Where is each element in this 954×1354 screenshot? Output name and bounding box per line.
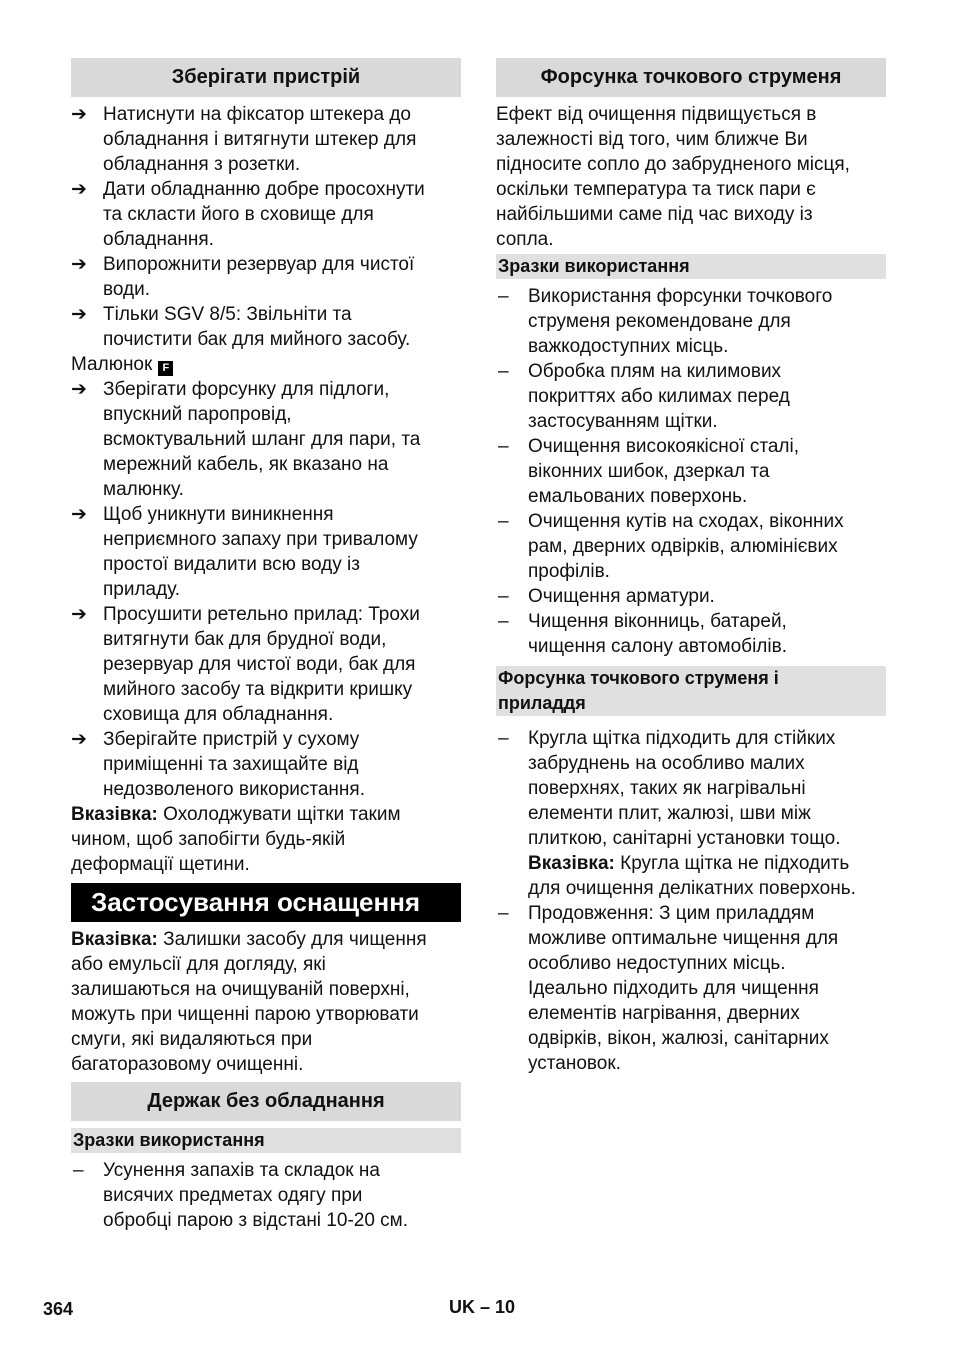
text-line: приміщенні та захищайте від <box>103 754 359 775</box>
list-item <box>71 502 461 602</box>
right-column <box>496 58 886 1076</box>
note-round-brush <box>528 851 886 901</box>
language-page-marker: UK – 10 <box>449 1297 516 1317</box>
text-line: Просушити ретельно прилад: Трохи <box>103 604 420 625</box>
text-line: обладнання. <box>103 229 214 250</box>
spot-nozzle-examples-list <box>496 284 886 659</box>
extension-text <box>528 901 886 1076</box>
text-line: рам, дверних одвірків, алюмінієвих <box>528 536 838 557</box>
text-line: Обробка плям на килимових <box>528 361 782 382</box>
spot-nozzle-intro <box>496 102 886 252</box>
text-line: деформації щетини. <box>71 854 250 875</box>
list-item-extension <box>496 901 886 1076</box>
list-item <box>71 1158 461 1233</box>
text-line: застосуванням щітки. <box>528 411 718 432</box>
left-column <box>71 58 461 1233</box>
dash-marker: – <box>498 286 509 307</box>
text-line: малюнку. <box>103 479 184 500</box>
list-item-text <box>103 302 461 352</box>
list-item-round-brush <box>496 726 886 901</box>
text-line: Щоб уникнути виникнення <box>103 504 334 525</box>
text-line: всмоктувальний шланг для пари, та <box>103 429 421 450</box>
text-line: Охолоджувати щітки таким <box>157 804 401 825</box>
text-line: одвірків, вікон, жалюзі, санітарних <box>528 1028 829 1049</box>
text-line: чином, щоб запобігти будь-якій <box>71 829 346 850</box>
text-line: Тільки SGV 8/5: Звільніти та <box>103 304 352 325</box>
text-line: Дати обладнанню добре просохнути <box>103 179 425 200</box>
list-item <box>71 602 461 727</box>
note-text <box>71 929 427 1075</box>
text-line: висячих предметах одягу при <box>103 1185 363 1206</box>
arrow-right-icon: ➔ <box>71 729 87 750</box>
list-item-text <box>103 102 461 177</box>
text-line: особливо недоступних місць. <box>528 953 786 974</box>
text-line: Зберігайте пристрій у сухому <box>103 729 360 750</box>
list-item-text <box>103 1158 461 1233</box>
list-item-text <box>103 377 461 502</box>
text-line: віконних шибок, дзеркал та <box>528 461 770 482</box>
list-item <box>496 584 886 609</box>
text-line: та скласти його в сховище для <box>103 204 374 225</box>
list-item <box>496 284 886 359</box>
text-line: резервуар для чистої води, бак для <box>103 654 416 675</box>
text-line: почистити бак для мийного засобу. <box>103 329 411 350</box>
text-line: профілів. <box>528 561 610 582</box>
note-label: Вказівка: <box>528 853 615 874</box>
text-line: смуги, які видаляються при <box>71 1029 313 1050</box>
text-line: Випорожнити резервуар для чистої <box>103 254 415 275</box>
text-line: неприємного запаху при тривалому <box>103 529 418 550</box>
list-item-text <box>528 284 886 359</box>
list-item <box>71 252 461 302</box>
list-item-text <box>103 727 461 802</box>
text-line: для очищення делікатних поверхонь. <box>528 878 856 899</box>
holder-examples-list <box>71 1158 461 1233</box>
text-line: обладнання з розетки. <box>103 154 301 175</box>
text-line: сховища для обладнання. <box>103 704 334 725</box>
heading-accessories-use: Застосування оснащення <box>71 883 461 922</box>
text-line: покриттях або килимах перед <box>528 386 790 407</box>
arrow-right-icon: ➔ <box>71 604 87 625</box>
text-line: Чищення віконниць, батарей, <box>528 611 787 632</box>
figure-f-icon: F <box>158 361 173 376</box>
heading-store-device: Зберігати пристрій <box>71 58 461 97</box>
text-line: найбільшими саме під час виходу із <box>496 204 813 225</box>
list-item <box>496 609 886 659</box>
arrow-right-icon: ➔ <box>71 379 87 400</box>
text-line: Ідеально підходить для чищення <box>528 978 819 999</box>
heading-holder-without-accessories: Держак без обладнання <box>71 1082 461 1121</box>
heading-usage-examples: Зразки використання <box>71 1128 461 1153</box>
text-line: можуть при чищенні парою утворювати <box>71 1004 419 1025</box>
text-line: важкодоступних місць. <box>528 336 729 357</box>
text-line: багаторазовому очищенні. <box>71 1054 304 1075</box>
text-line: Використання форсунки точкового <box>528 286 833 307</box>
dash-marker: – <box>498 903 509 924</box>
text-line: Усунення запахів та складок на <box>103 1160 380 1181</box>
text-line: підносите сопло до забрудненого місця, <box>496 154 850 175</box>
text-line: емальованих поверхонь. <box>528 486 748 507</box>
dash-marker: – <box>498 586 509 607</box>
text-line: обробці парою з відстані 10-20 см. <box>103 1210 409 1231</box>
heading-spot-nozzle-accessories <box>496 666 886 716</box>
dash-marker: – <box>73 1160 84 1181</box>
text-line: витягнути бак для брудної води, <box>103 629 387 650</box>
arrow-right-icon: ➔ <box>71 254 87 275</box>
arrow-right-icon: ➔ <box>71 179 87 200</box>
list-item <box>496 509 886 584</box>
list-item <box>71 177 461 252</box>
text-line: струменя рекомендоване для <box>528 311 791 332</box>
text-line: елементів нагрівання, дверних <box>528 1003 800 1024</box>
text-line: залишаються на очищуваній поверхні, <box>71 979 410 1000</box>
text-line: чищення салону автомобілів. <box>528 636 787 657</box>
text-line: Кругла щітка не підходить <box>614 853 850 874</box>
text-line: Очищення арматури. <box>528 586 715 607</box>
list-item-text <box>103 502 461 602</box>
text-line: забруднень на особливо малих <box>528 753 805 774</box>
list-item-text <box>103 602 461 727</box>
text-line: Очищення високоякісної сталі, <box>528 436 799 457</box>
dash-marker: – <box>498 511 509 532</box>
text-line: Форсунка точкового струменя і <box>498 668 779 688</box>
list-item-text <box>528 609 886 659</box>
text-line: Зберігати форсунку для підлоги, <box>103 379 390 400</box>
text-line: Залишки засобу для чищення <box>157 929 427 950</box>
store-instructions-list-2 <box>71 377 461 802</box>
text-line: сопла. <box>496 229 554 250</box>
text-line: оскільки температура та тиск пари є <box>496 179 816 200</box>
figure-label: Малюнок <box>71 354 153 375</box>
list-item <box>496 434 886 509</box>
arrow-right-icon: ➔ <box>71 304 87 325</box>
note-label: Вказівка: <box>71 804 158 825</box>
list-item-text <box>103 177 461 252</box>
dash-marker: – <box>498 436 509 457</box>
text-line: обладнання і витягнути штекер для <box>103 129 417 150</box>
text-line: приладдя <box>498 693 586 713</box>
dash-marker: – <box>498 361 509 382</box>
text-line: мережний кабель, як вказано на <box>103 454 389 475</box>
figure-reference <box>71 352 461 377</box>
dash-marker: – <box>498 611 509 632</box>
dash-marker: – <box>498 728 509 749</box>
text-line: елементи плит, жалюзі, шви між <box>528 803 811 824</box>
text-line: води. <box>103 279 151 300</box>
text-line: Натиснути на фіксатор штекера до <box>103 104 411 125</box>
list-item <box>496 359 886 434</box>
text-line: приладу. <box>103 579 181 600</box>
arrow-right-icon: ➔ <box>71 504 87 525</box>
round-brush-text <box>528 726 886 851</box>
text-line: Продовження: З цим приладдям <box>528 903 815 924</box>
text-line: поверхнях, таких як нагрівальні <box>528 778 806 799</box>
text-line: установок. <box>528 1053 621 1074</box>
list-item-text <box>528 584 886 609</box>
list-item-text <box>528 359 886 434</box>
note-label: Вказівка: <box>71 929 158 950</box>
text-line: Кругла щітка підходить для стійких <box>528 728 836 749</box>
text-line: простої видалити всю воду із <box>103 554 360 575</box>
text-line: можливе оптимальне чищення для <box>528 928 839 949</box>
note-cool-brushes <box>71 802 461 877</box>
text-line: плиткою, санітарні установки тощо. <box>528 828 841 849</box>
heading-usage-examples: Зразки використання <box>496 254 886 279</box>
text-line: впускний паропровід, <box>103 404 292 425</box>
heading-spot-nozzle: Форсунка точкового струменя <box>496 58 886 97</box>
arrow-right-icon: ➔ <box>71 104 87 125</box>
text-line: або емульсії для догляду, які <box>71 954 326 975</box>
text-line: залежності від того, чим ближче Ви <box>496 129 808 150</box>
list-item <box>71 727 461 802</box>
text-line: недозволеного використання. <box>103 779 365 800</box>
list-item <box>71 302 461 352</box>
note-residues <box>71 927 461 1077</box>
list-item <box>71 102 461 177</box>
list-item-text <box>103 252 461 302</box>
store-instructions-list <box>71 102 461 352</box>
text-line: Очищення кутів на сходах, віконних <box>528 511 844 532</box>
page-number: 364 <box>43 1299 74 1319</box>
text-line: мийного засобу та відкрити кришку <box>103 679 413 700</box>
list-item-text <box>528 509 886 584</box>
list-item <box>71 377 461 502</box>
list-item-text <box>528 434 886 509</box>
text-line: Ефект від очищення підвищується в <box>496 104 817 125</box>
